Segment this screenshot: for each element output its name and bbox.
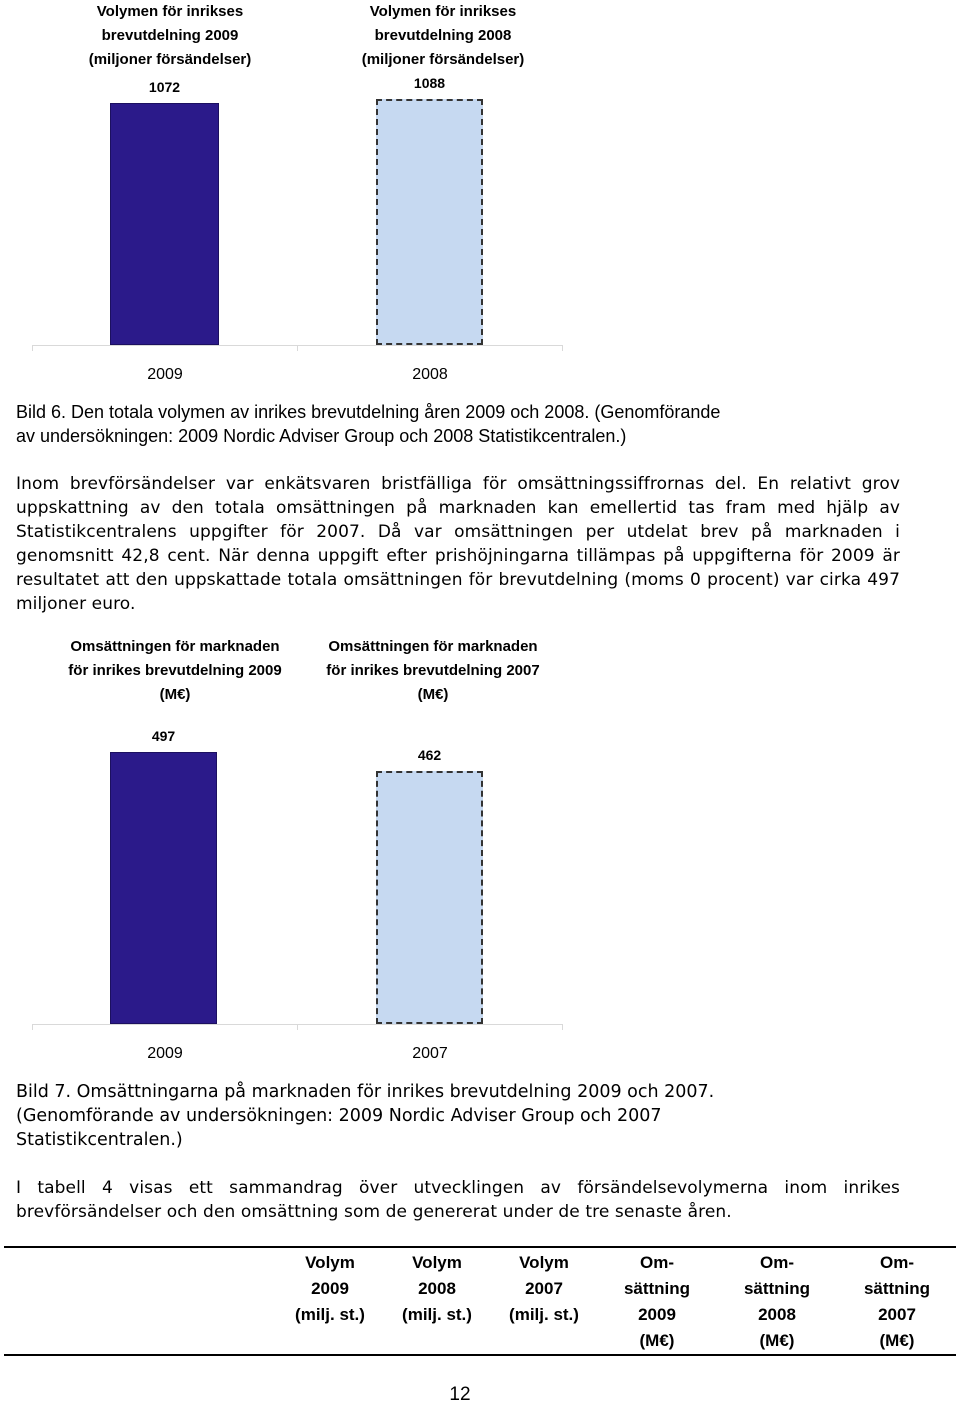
table-header-volume-2007: [489, 1250, 599, 1328]
table-header-revenue-2009: [602, 1250, 712, 1354]
figure7-caption: [16, 1080, 714, 1152]
header-line: (milj. st.): [295, 1305, 365, 1324]
chart1-category-2008: 2008: [412, 366, 448, 383]
table-header-volume-2009: [275, 1250, 385, 1328]
header-line: Volym: [519, 1253, 569, 1272]
chart2-category-2007: 2007: [412, 1045, 448, 1062]
header-line: (M€): [759, 1331, 795, 1350]
table-header-volume-2008: [382, 1250, 492, 1328]
title-line: (M€): [417, 686, 449, 703]
header-line: Om-: [760, 1253, 794, 1272]
title-line: (miljoner försändelser): [88, 51, 252, 68]
axis-tick: [297, 1024, 298, 1030]
chart2-title-2009: [55, 635, 295, 707]
title-line: Omsättningen för marknaden: [328, 638, 538, 655]
header-line: 2007: [878, 1305, 916, 1324]
chart1-bar-2008: [376, 99, 483, 345]
table-top-rule: [4, 1246, 956, 1248]
chart2-title-2007: [313, 635, 553, 707]
header-line: Volym: [305, 1253, 355, 1272]
header-line: 2007: [525, 1279, 563, 1298]
header-line: 2008: [418, 1279, 456, 1298]
header-line: sättning: [863, 1279, 931, 1298]
caption-line: Bild 7. Omsättningarna på marknaden för inrikes brevutdelning 2009 och 2007.: [16, 1082, 715, 1102]
chart2-bar-2007: [376, 771, 483, 1024]
chart1-bar-2009: [110, 103, 219, 345]
title-line: för inrikes brevutdelning 2007: [326, 662, 540, 679]
header-line: 2009: [638, 1305, 676, 1324]
title-line: för inrikes brevutdelning 2009: [68, 662, 282, 679]
caption-line: Bild 6. Den totala volymen av inrikes brevutdelning åren 2009 och 2008. (Genomförande: [16, 402, 721, 422]
paragraph-table-intro: I tabell 4 visas ett sammandrag över utvecklingen av försändelsevolymerna inom inrikes brevförsändelser och den omsättning som de genererat under de tre senaste åren.: [16, 1178, 900, 1222]
chart1-category-2009: 2009: [147, 366, 183, 383]
caption-line: Statistikcentralen.): [16, 1130, 183, 1150]
header-line: (milj. st.): [402, 1305, 472, 1324]
chart2-category-2009: 2009: [147, 1045, 183, 1062]
chart1-title-2008: [330, 0, 556, 72]
header-line: Om-: [880, 1253, 914, 1272]
table-header-rule: [4, 1354, 956, 1356]
chart1-data-label-2009: 1072: [148, 79, 181, 95]
header-line: 2009: [311, 1279, 349, 1298]
axis-tick: [297, 345, 298, 351]
caption-line: (Genomförande av undersökningen: 2009 Nordic Adviser Group och 2007: [16, 1106, 662, 1126]
header-line: (M€): [639, 1331, 675, 1350]
title-line: brevutdelning 2009: [101, 27, 239, 44]
title-line: (miljoner försändelser): [361, 51, 525, 68]
header-line: sättning: [623, 1279, 691, 1298]
header-line: (M€): [879, 1331, 915, 1350]
axis-tick: [32, 345, 33, 351]
axis-tick: [562, 1024, 563, 1030]
axis-tick: [562, 345, 563, 351]
paragraph-revenue-estimate: Inom brevförsändelser var enkätsvaren bristfälliga för omsättningssiffrornas del. En relativt grov uppskattning av den totala omsättningen på marknaden kan emellertid tas fram med hjälp av Statistikcentralens uppgifter för 2007. Då var omsättningen per utdelat brev på marknaden i genomsnitt 42,8 cent. När denna uppgift efter prishöjningarna tillämpas på uppgifterna för 2009 är resultatet att den uppskattade totala omsättningen för brevutdelning (moms 0 procent) var cirka 497 miljoner euro.: [16, 474, 900, 614]
header-line: (milj. st.): [509, 1305, 579, 1324]
title-line: Volymen för inrikses: [369, 3, 517, 20]
header-line: Om-: [640, 1253, 674, 1272]
chart2-data-label-2009: 497: [151, 728, 176, 744]
header-line: Volym: [412, 1253, 462, 1272]
title-line: Omsättningen för marknaden: [70, 638, 280, 655]
axis-tick: [32, 1024, 33, 1030]
title-line: brevutdelning 2008: [374, 27, 512, 44]
chart2-bar-2009: [110, 752, 217, 1024]
chart2-data-label-2007: 462: [417, 747, 442, 763]
caption-line: av undersökningen: 2009 Nordic Adviser Group och 2008 Statistikcentralen.): [16, 426, 627, 446]
figure6-caption: [16, 400, 720, 448]
page-number: 12: [449, 1384, 471, 1405]
table-header-revenue-2007: [842, 1250, 952, 1354]
title-line: Volymen för inrikses: [96, 3, 244, 20]
table-header-revenue-2008: [722, 1250, 832, 1354]
header-line: 2008: [758, 1305, 796, 1324]
chart1-title-2009: [60, 0, 280, 72]
chart1-data-label-2008: 1088: [413, 75, 446, 91]
title-line: (M€): [159, 686, 191, 703]
header-line: sättning: [743, 1279, 811, 1298]
